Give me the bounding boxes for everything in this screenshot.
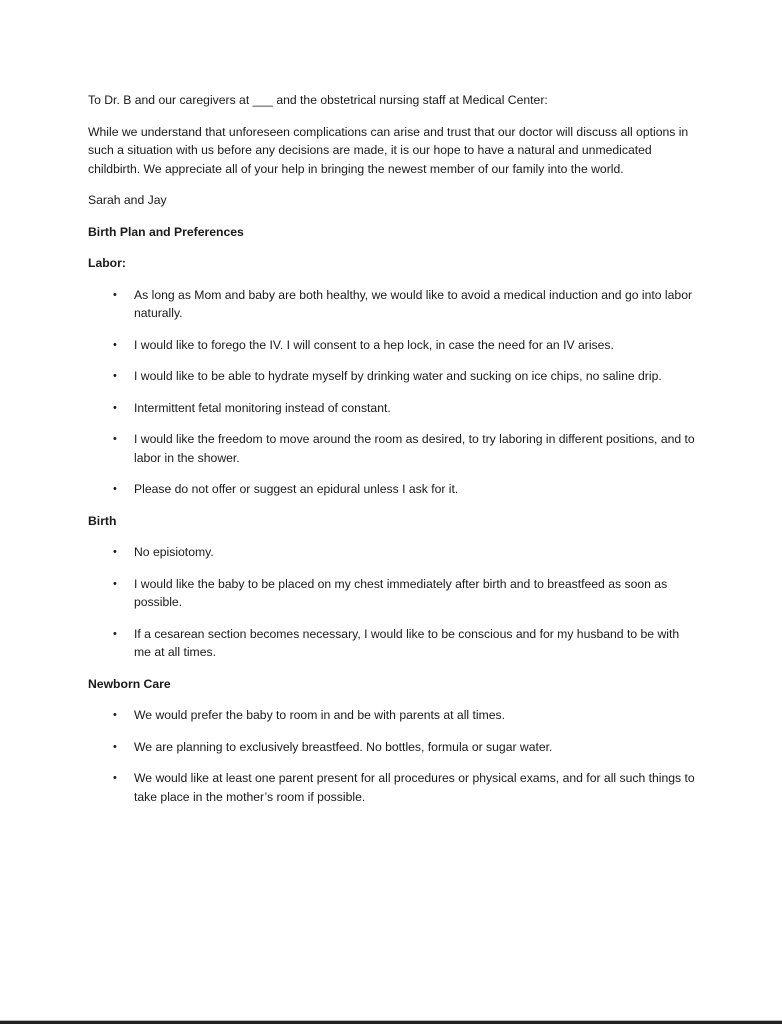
list-item	[88, 625, 698, 662]
bullet-icon: •	[113, 740, 117, 753]
list-item-text: We would like at least one parent present for all procedures or physical exams, and for all such things to take place in the mother’s room if possible.	[134, 771, 695, 804]
list-item-text: We would prefer the baby to room in and be with parents at all times.	[134, 708, 506, 722]
salutation: To Dr. B and our caregivers at ___ and the obstetrical nursing staff at Medical Center:	[88, 93, 548, 107]
bullet-icon: •	[113, 577, 117, 590]
signature: Sarah and Jay	[88, 193, 167, 207]
bullet-icon: •	[113, 401, 117, 414]
bullet-icon: •	[113, 627, 117, 640]
bullet-icon: •	[113, 483, 117, 495]
list-item-text: I would like to be able to hydrate myself by drinking water and sucking on ice chips, no saline drip.	[134, 369, 662, 383]
birth-list	[88, 543, 698, 662]
list-item-text: Please do not offer or suggest an epidural unless I ask for it.	[134, 482, 459, 496]
list-item-text: We are planning to exclusively breastfeed. No bottles, formula or sugar water.	[134, 739, 553, 754]
list-item-text: Intermittent fetal monitoring instead of constant.	[134, 400, 391, 415]
newborn-care-list	[88, 706, 698, 806]
bullet-icon: •	[113, 546, 117, 558]
bullet-icon: •	[113, 772, 117, 784]
list-item	[88, 480, 698, 499]
bullet-icon: •	[113, 433, 117, 445]
list-item	[88, 575, 698, 612]
list-item	[88, 706, 698, 725]
list-item-text: I would like the baby to be placed on my chest immediately after birth and to breastfeed as soon as possible.	[134, 576, 668, 609]
bullet-icon: •	[113, 288, 117, 301]
section-heading-birth: Birth	[88, 513, 117, 528]
list-item	[88, 769, 698, 806]
list-item	[88, 336, 698, 355]
bullet-icon: •	[113, 370, 117, 382]
labor-list	[88, 286, 698, 499]
list-item	[88, 543, 698, 562]
list-item-text: No episiotomy.	[134, 545, 214, 559]
list-item-text: I would like to forego the IV. I will consent to a hep lock, in case the need for an IV arises.	[134, 337, 614, 352]
document-content	[88, 91, 698, 819]
list-item	[88, 738, 698, 757]
list-item-text: If a cesarean section becomes necessary, I would like to be conscious and for my husband to be with me at all times.	[134, 626, 680, 659]
list-item-text: I would like the freedom to move around the room as desired, to try laboring in different positions, and to labor in the shower.	[134, 432, 695, 465]
intro-paragraph: While we understand that unforeseen complications can arise and trust that our doctor will discuss all options in such a situation with us before any decisions are made, it is our hope to have a natural and unmedicated childbirth. We appreciate all of your help in bringing the newest member of our family into the world.	[88, 124, 689, 176]
list-item-text: As long as Mom and baby are both healthy, we would like to avoid a medical induction and go into labor naturally.	[134, 287, 693, 320]
bottom-edge-bar	[0, 1020, 782, 1024]
list-item	[88, 430, 698, 467]
list-item	[88, 399, 698, 418]
document-title: Birth Plan and Preferences	[88, 224, 244, 239]
list-item	[88, 286, 698, 323]
section-heading-newborn-care: Newborn Care	[88, 676, 171, 691]
bullet-icon: •	[113, 338, 117, 351]
bullet-icon: •	[113, 709, 117, 721]
list-item	[88, 367, 698, 386]
section-heading-labor: Labor:	[88, 256, 126, 270]
